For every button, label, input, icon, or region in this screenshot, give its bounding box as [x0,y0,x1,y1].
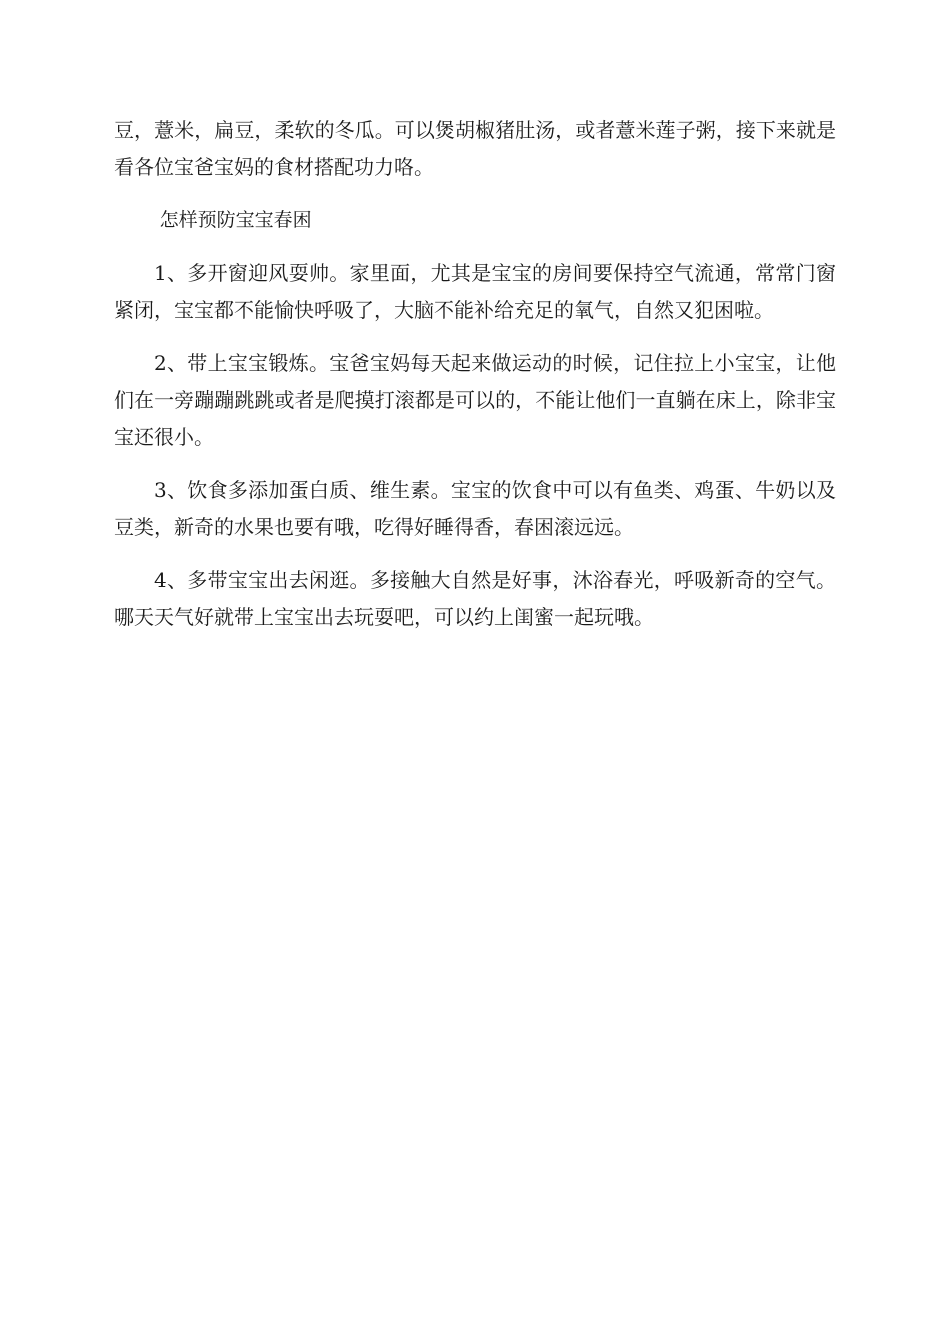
paragraph-tip-2: 2、带上宝宝锻炼。宝爸宝妈每天起来做运动的时候，记住拉上小宝宝，让他们在一旁蹦蹦跳跳或者是爬摸打滚都是可以的，不能让他们一直躺在床上，除非宝宝还很小。 [114,351,836,449]
section-heading: 怎样预防宝宝春困 [159,209,312,231]
document-body [114,112,836,636]
paragraph-tip-4: 4、多带宝宝出去闲逛。多接触大自然是好事，沐浴春光，呼吸新奇的空气。哪天天气好就带上宝宝出去玩耍吧，可以约上闺蜜一起玩哦。 [114,568,836,629]
paragraph-tip-1: 1、多开窗迎风耍帅。家里面，尤其是宝宝的房间要保持空气流通，常常门窗紧闭，宝宝都不能愉快呼吸了，大脑不能补给充足的氧气，自然又犯困啦。 [114,261,836,322]
paragraph-tip-3: 3、饮食多添加蛋白质、维生素。宝宝的饮食中可以有鱼类、鸡蛋、牛奶以及豆类，新奇的水果也要有哦，吃得好睡得香，春困滚远远。 [114,478,836,539]
paragraph-intro-continued: 豆，薏米，扁豆，柔软的冬瓜。可以煲胡椒猪肚汤，或者薏米莲子粥，接下来就是看各位宝爸宝妈的食材搭配功力咯。 [114,118,836,179]
